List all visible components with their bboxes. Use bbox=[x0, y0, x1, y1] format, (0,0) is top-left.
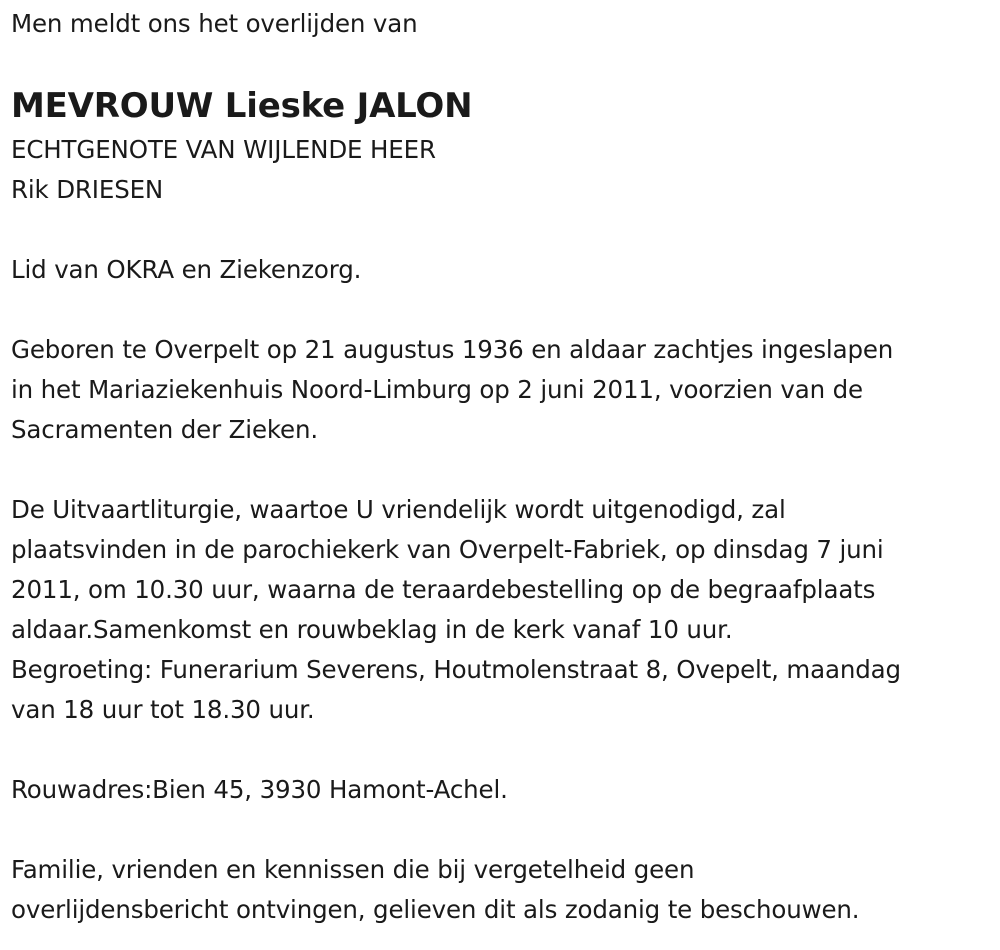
paragraph-line: Geboren te Overpelt op 21 augustus 1936 en aldaar zachtjes ingeslapen bbox=[11, 335, 894, 364]
membership-text: Lid van OKRA en Ziekenzorg. bbox=[11, 255, 362, 284]
mourning-address: Rouwadres:Bien 45, 3930 Hamont-Achel. bbox=[11, 775, 508, 804]
paragraph-line: Sacramenten der Zieken. bbox=[11, 415, 318, 444]
paragraph-line: in het Mariaziekenhuis Noord-Limburg op 2 juni 2011, voorzien van de bbox=[11, 375, 863, 404]
spouse-title: ECHTGENOTE VAN WIJLENDE HEER bbox=[11, 135, 436, 164]
spacer bbox=[11, 810, 996, 850]
intro-text: Men meldt ons het overlijden van bbox=[11, 9, 418, 38]
spacer bbox=[11, 730, 996, 770]
deceased-name: MEVROUW Lieske JALON bbox=[11, 86, 473, 126]
birth-death-paragraph bbox=[11, 330, 996, 450]
paragraph-line: De Uitvaartliturgie, waartoe U vriendelijk wordt uitgenodigd, zal bbox=[11, 495, 786, 524]
paragraph-line: Begroeting: Funerarium Severens, Houtmolenstraat 8, Ovepelt, maandag bbox=[11, 655, 901, 684]
paragraph-line: overlijdensbericht ontvingen, gelieven dit als zodanig te beschouwen. bbox=[11, 895, 860, 924]
paragraph-line: van 18 uur tot 18.30 uur. bbox=[11, 695, 315, 724]
closing-paragraph bbox=[11, 850, 996, 930]
funeral-paragraph bbox=[11, 490, 996, 730]
paragraph-line: plaatsvinden in de parochiekerk van Overpelt-Fabriek, op dinsdag 7 juni bbox=[11, 535, 884, 564]
paragraph-line: 2011, om 10.30 uur, waarna de teraardebestelling op de begraafplaats bbox=[11, 575, 876, 604]
paragraph-line: Familie, vrienden en kennissen die bij vergetelheid geen bbox=[11, 855, 695, 884]
spacer bbox=[11, 450, 996, 490]
obituary-notice bbox=[11, 0, 996, 930]
spacer bbox=[11, 210, 996, 250]
paragraph-line: aldaar.Samenkomst en rouwbeklag in de kerk vanaf 10 uur. bbox=[11, 615, 733, 644]
spacer bbox=[11, 290, 996, 330]
spouse-name: Rik DRIESEN bbox=[11, 175, 164, 204]
